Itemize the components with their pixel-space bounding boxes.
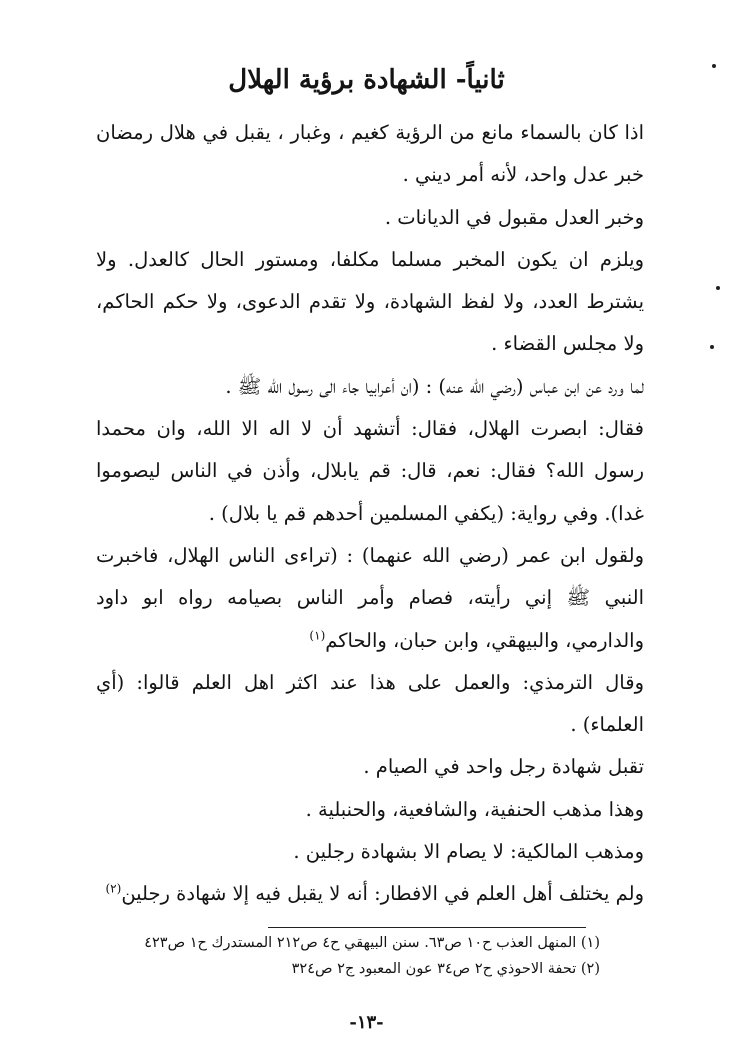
- paragraph-5: فقال: ابصرت الهلال، فقال: أتشهد أن لا اله الا الله، وان محمدا رسول الله؟ فقال: نعم، قال: قم يابلال، وأذن في الناس ليصوموا غدا). وفي رواية: (يكفي المسلمين أحدهم قم يا بلال) .: [96, 417, 644, 525]
- footnote-1: (١) المنهل العذب ح١٠ ص٦٣. سنن البيهقي ح٤ ص٢١٢ المستدرك ح١ ص٤٢٣: [144, 935, 600, 951]
- paragraph-3: ويلزم ان يكون المخبر مسلما مكلفا، ومستور الحال كالعدل. ولا يشترط العدد، ولا لفظ الشهادة، ولا تقدم الدعوى، ولا حكم الحاكم، ولا مجلس القضاء .: [96, 247, 644, 356]
- paragraph-9: وهذا مذهب الحنفية، والشافعية، والحنبلية .: [305, 797, 644, 821]
- scan-speck: [712, 64, 716, 68]
- footnotes: [80, 930, 600, 982]
- paragraph-7: وقال الترمذي: والعمل على هذا عند اكثر اهل العلم قالوا: (أي العلماء) .: [96, 670, 644, 737]
- paragraph-10: ومذهب المالكية: لا يصام الا بشهادة رجلين .: [293, 840, 644, 864]
- paragraph-8: تقبل شهادة رجل واحد في الصيام .: [363, 755, 644, 779]
- paragraph-11: [96, 873, 644, 915]
- paragraph-2: وخبر العدل مقبول في الديانات .: [384, 205, 644, 229]
- scan-speck: [710, 345, 714, 349]
- footnote-ref-2: (٢): [105, 881, 122, 896]
- footnote-ref-1: (١): [309, 628, 326, 643]
- page-title: ثانياً- الشهادة برؤية الهلال: [228, 65, 505, 95]
- page-number: -١٣-: [349, 1012, 384, 1033]
- paragraph-1: اذا كان بالسماء مانع من الرؤية كغيم ، وغبار ، يقبل في هلال رمضان خبر عدل واحد، لأنه أمر ديني .: [96, 121, 644, 187]
- paragraph-6: [96, 535, 644, 662]
- body-text: [96, 112, 644, 916]
- footnote-divider: [268, 927, 586, 928]
- footnote-2: (٢) تحفة الاحوذي ح٢ ص٣٤ عون المعبود ج٢ ص٣٢٤: [291, 961, 600, 977]
- scan-speck: [716, 286, 720, 290]
- paragraph-4: لما ورد عن ابن عباس (رضي الله عنه) : (ان أعرابيا جاء الى رسول الله ﷺ .: [225, 374, 644, 398]
- paragraph-11-text: ولم يختلف أهل العلم في الافطار: أنه لا يقبل فيه إلا شهادة رجلين: [121, 882, 644, 906]
- paragraph-6-text: ولقول ابن عمر (رضي الله عنهما) : (تراءى الناس الهلال، فاخبرت النبي ﷺ إني رأيته، فصام وأمر الناس بصيامه رواه ابو داود والدارمي، والبيهقي، وابن حبان، والحاكم: [96, 543, 644, 652]
